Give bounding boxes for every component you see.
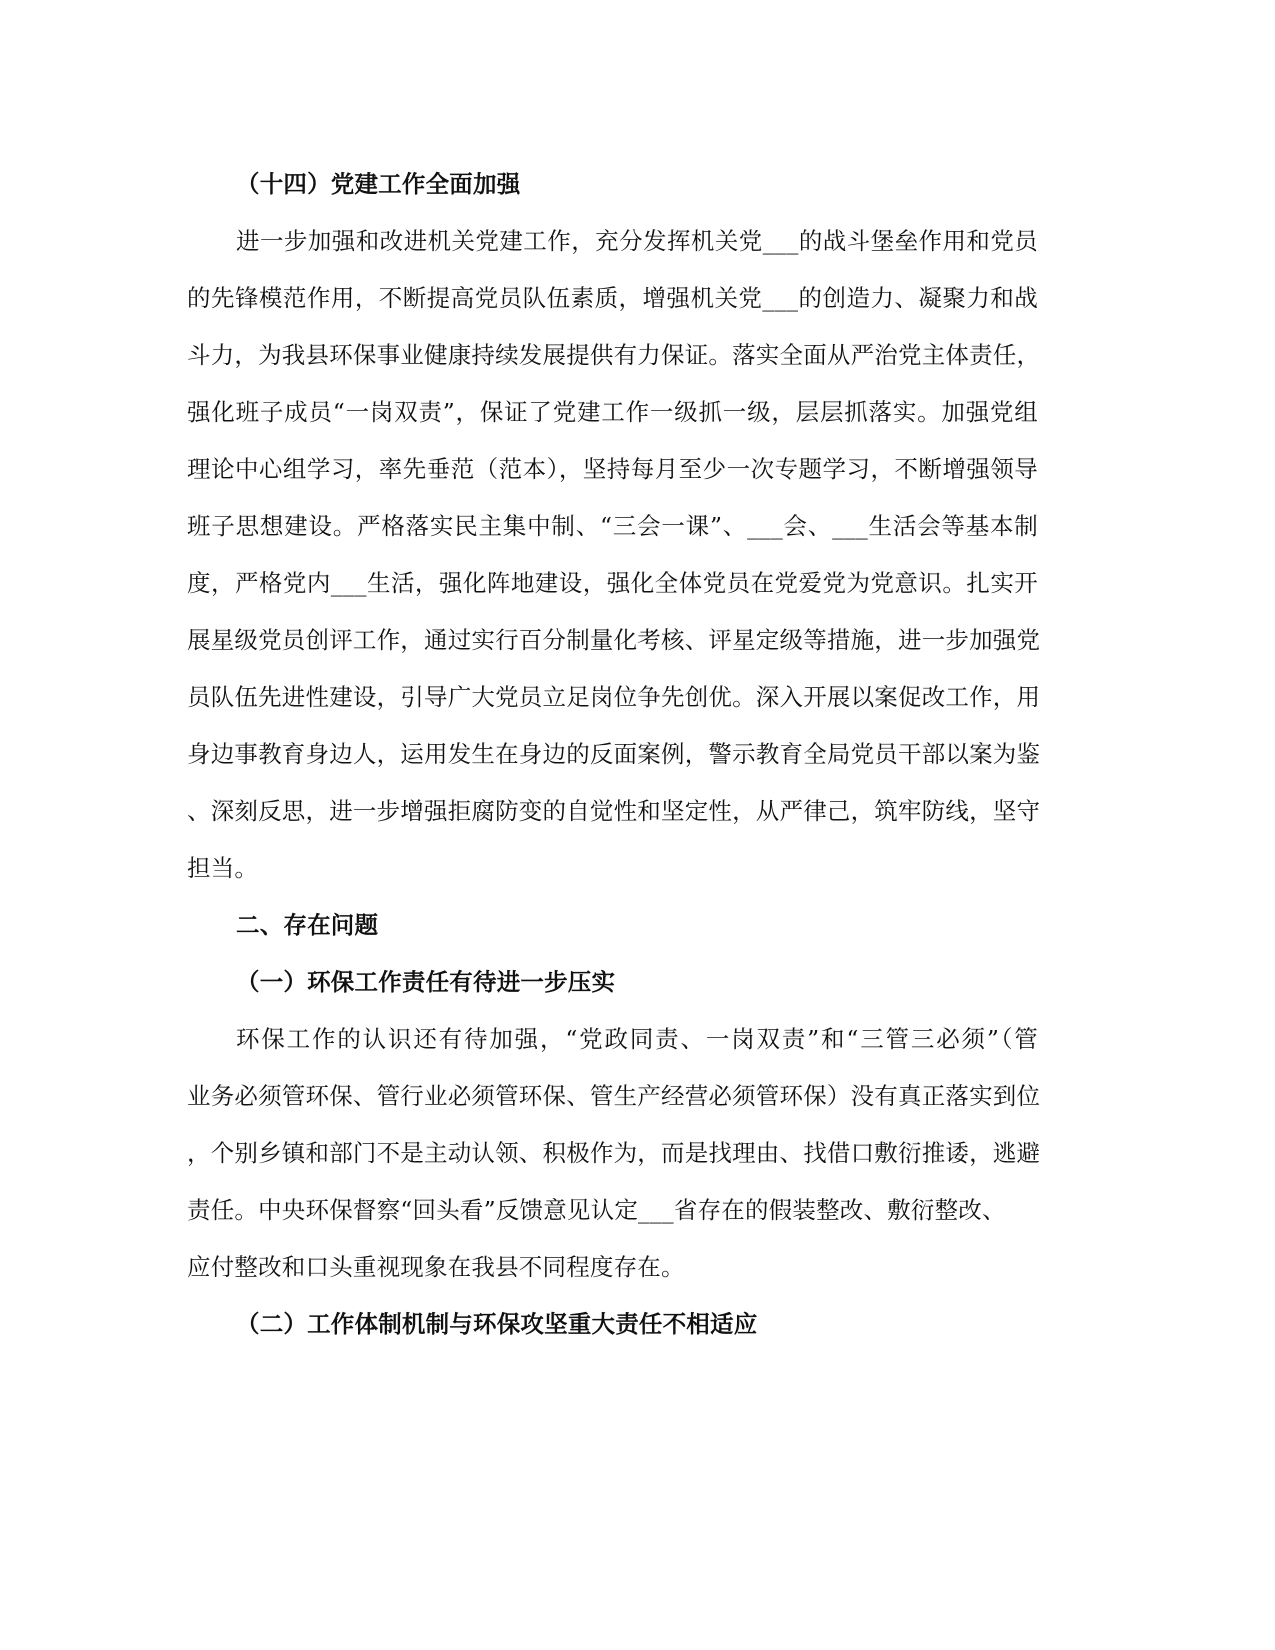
paragraph-line: ，个别乡镇和部门不是主动认领、积极作为，而是找理由、找借口敷衍推诿，逃避 [187, 1139, 1041, 1167]
paragraph-line: 进一步加强和改进机关党建工作，充分发挥机关党___的战斗堡垒作用和党员 [236, 227, 1038, 255]
paragraph-line: 展星级党员创评工作，通过实行百分制量化考核、评星定级等措施，进一步加强党 [187, 626, 1041, 654]
paragraph-line: 的先锋模范作用，不断提高党员队伍素质，增强机关党___的创造力、凝聚力和战 [187, 284, 1038, 312]
paragraph-line: 强化班子成员“一岗双责”，保证了党建工作一级抓一级，层层抓落实。加强党组 [187, 398, 1038, 426]
subsection-heading: （一）环保工作责任有待进一步压实 [236, 968, 616, 996]
paragraph-line: 员队伍先进性建设，引导广大党员立足岗位争先创优。深入开展以案促改工作，用 [187, 683, 1041, 711]
paragraph-line: 身边事教育身边人，运用发生在身边的反面案例，警示教育全局党员干部以案为鉴 [187, 740, 1041, 768]
subsection-heading: （二）工作体制机制与环保攻坚重大责任不相适应 [236, 1310, 758, 1338]
paragraph-line: 担当。 [187, 854, 259, 882]
paragraph-line: 应付整改和口头重视现象在我县不同程度存在。 [187, 1253, 685, 1281]
part-heading: 二、存在问题 [236, 911, 379, 939]
paragraph-line: 斗力，为我县环保事业健康持续发展提供有力保证。落实全面从严治党主体责任， [187, 341, 1041, 369]
paragraph-line: 理论中心组学习，率先垂范（范本），坚持每月至少一次专题学习，不断增强领导 [187, 455, 1038, 483]
paragraph-line: 度，严格党内___生活，强化阵地建设，强化全体党员在党爱党为党意识。扎实开 [187, 569, 1038, 597]
paragraph-line: 业务必须管环保、管行业必须管环保、管生产经营必须管环保）没有真正落实到位 [187, 1082, 1041, 1110]
section-heading: （十四）党建工作全面加强 [236, 170, 521, 198]
paragraph-line: 责任。中央环保督察“回头看”反馈意见认定___省存在的假装整改、敷衍整改、 [187, 1196, 1006, 1224]
paragraph-line: 班子思想建设。严格落实民主集中制、“三会一课”、___会、___生活会等基本制 [187, 512, 1038, 540]
paragraph-line: 环保工作的认识还有待加强，“党政同责、一岗双责”和“三管三必须”（管 [236, 1025, 1038, 1053]
paragraph-line: 、深刻反思，进一步增强拒腐防变的自觉性和坚定性，从严律己，筑牢防线，坚守 [187, 797, 1041, 825]
